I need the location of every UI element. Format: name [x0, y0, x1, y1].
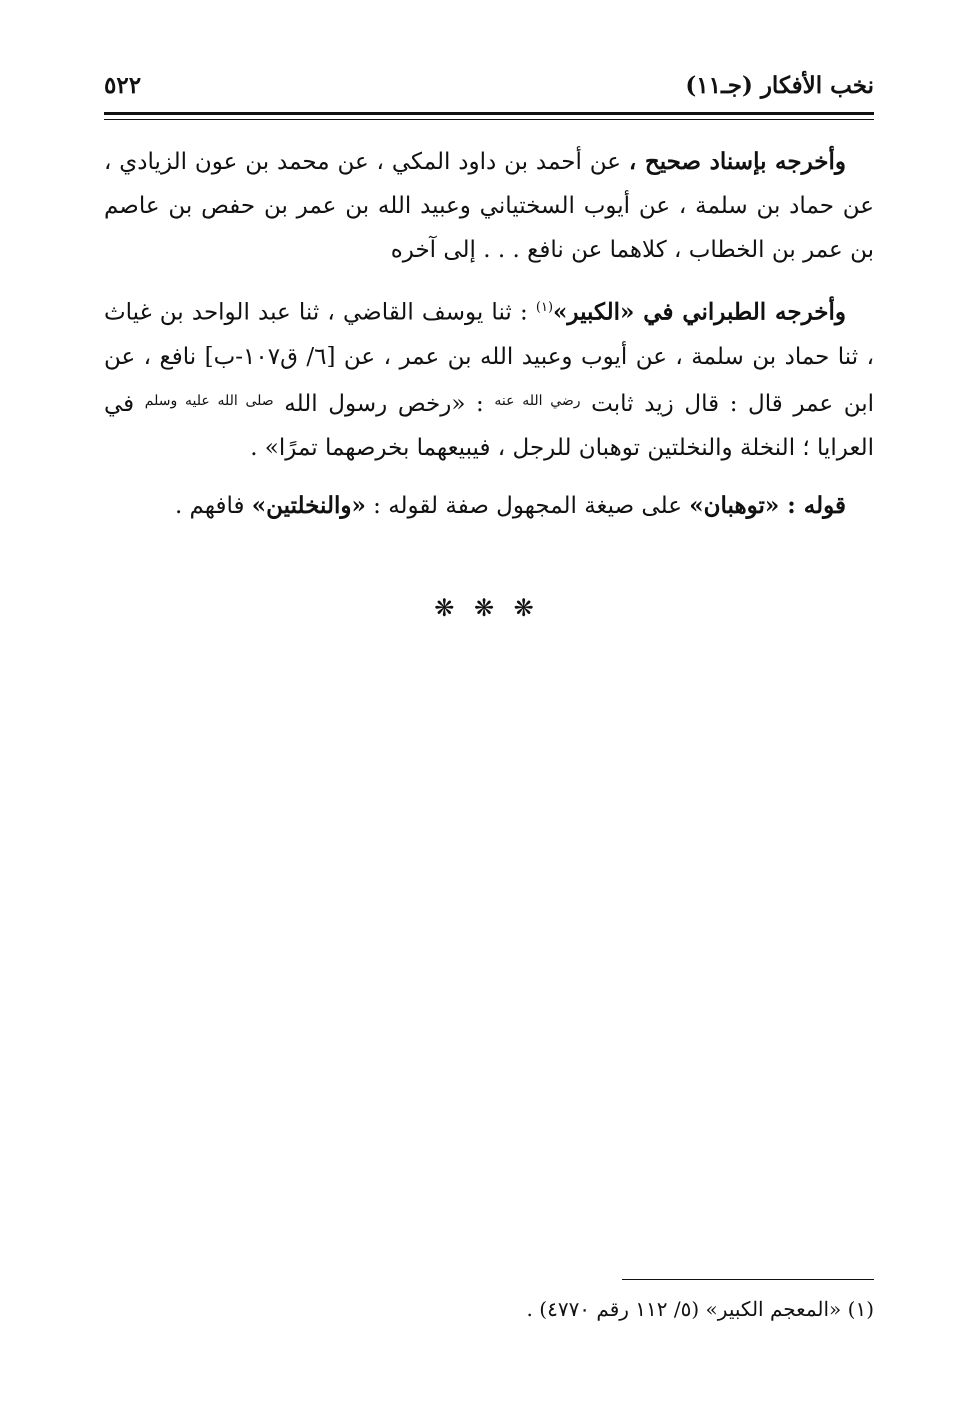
paragraph-3-bold-term: «والنخلتين»	[251, 491, 366, 519]
paragraph-3	[104, 484, 874, 528]
header-rule-thick	[104, 112, 874, 115]
main-text	[104, 140, 874, 542]
paragraph-3-text-b: فافهم .	[174, 492, 252, 519]
section-separator: ❋ ❋ ❋	[434, 594, 540, 622]
footnote: (١) «المعجم الكبير» (٥/ ١١٢ رقم ٤٧٧٠) .	[526, 1297, 874, 1321]
paragraph-2-text-a: : ثنا يوسف القاضي ، ثنا عبد الواحد بن غياث ، ثنا حماد بن سلمة ، عن أيوب وعبيد الله بن عمر ، عن [٦/ ق١٠٧-ب] نافع ، عن ابن عمر قال : قال زيد ثابت	[104, 299, 875, 417]
page-number: ٥٢٢	[104, 72, 142, 99]
paragraph-2-text-b: : «رخص رسول الله	[273, 390, 495, 417]
header-rule-thin	[104, 119, 874, 120]
paragraph-1-lead: وأخرجه بإسناد صحيح ،	[628, 148, 847, 175]
paragraph-2-text-c: في العرايا ؛ النخلة والنخلتين توهبان للرجل ، فيبيعهما بخرصهما تمرًا» .	[104, 390, 874, 461]
page-header	[104, 68, 874, 108]
paragraph-1	[104, 140, 874, 272]
paragraph-1-text: عن أحمد بن داود المكي ، عن محمد بن عون الزيادي ، عن حماد بن سلمة ، عن أيوب السختياني وعبيد الله بن عمر بن حفص بن عاصم بن عمر بن الخطاب ، كلاهما عن نافع . . . إلى آخره	[104, 149, 874, 263]
footnote-rule	[622, 1279, 874, 1280]
running-title: نخب الأفكار (جـ١١)	[685, 72, 874, 99]
honorific-sahabi: رضي الله عنه	[494, 392, 581, 409]
paragraph-2-lead: وأخرجه الطبراني في «الكبير»	[553, 298, 846, 326]
paragraph-3-lead: قوله : «توهبان»	[689, 491, 846, 519]
paragraph-3-text-a: على صيغة المجهول صفة لقوله :	[365, 492, 690, 519]
honorific-prophet: صلى الله عليه وسلم	[144, 392, 274, 409]
footnote-reference[interactable]: (١)	[535, 300, 554, 315]
paragraph-2	[104, 286, 874, 470]
